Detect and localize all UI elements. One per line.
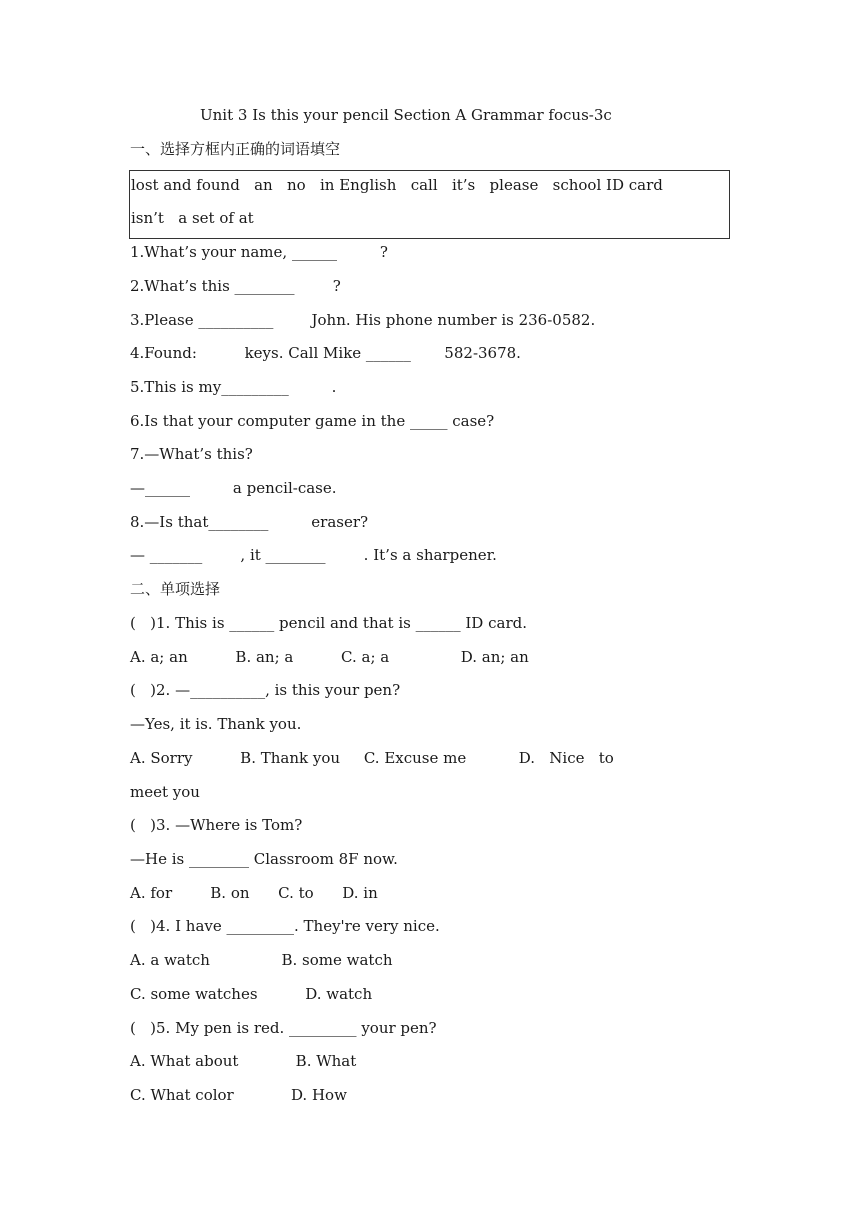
question-5: 5.This is my_________ . — [130, 378, 337, 396]
question-3: 3.Please __________ John. His phone number is 236-0582. — [130, 311, 596, 329]
question-7: 7.—What’s this? — [130, 445, 253, 463]
question-2: 2.What’s this ________ ? — [130, 277, 341, 295]
question-4: 4.Found: keys. Call Mike ______ 582-3678. — [130, 344, 521, 362]
question-8: 8.—Is that________ eraser? — [130, 513, 369, 531]
section1-heading: 一、选择方框内正确的词语填空 — [130, 140, 341, 158]
question-8-answer: — _______ , it ________ . It’s a sharpener. — [130, 546, 497, 564]
mc-question-3-line: —He is ________ Classroom 8F now. — [130, 850, 398, 868]
mc-question-1: ( )1. This is ______ pencil and that is ______ ID card. — [130, 614, 527, 632]
mc-question-2: ( )2. —__________, is this your pen? — [130, 681, 401, 699]
question-6: 6.Is that your computer game in the _____ case? — [130, 412, 495, 430]
mc-options-5a: A. What about B. What — [130, 1052, 357, 1070]
word-box-line: isn’t a set of at — [131, 209, 254, 227]
mc-options-1: A. a; an B. an; a C. a; a D. an; an — [130, 648, 529, 666]
mc-question-3: ( )3. —Where is Tom? — [130, 816, 303, 834]
word-box-line: lost and found an no in English call it’s please school ID card — [131, 176, 663, 194]
mc-question-2-line: —Yes, it is. Thank you. — [130, 715, 302, 733]
section2-heading: 二、单项选择 — [130, 580, 221, 598]
page-title: Unit 3 Is this your pencil Section A Grammar focus-3c — [200, 106, 612, 124]
mc-options-4a: A. a watch B. some watch — [130, 951, 393, 969]
question-7-answer: —______ a pencil-case. — [130, 479, 337, 497]
mc-options-2: A. Sorry B. Thank you C. Excuse me D. Nice to — [130, 749, 614, 767]
mc-options-3: A. for B. on C. to D. in — [130, 884, 378, 902]
mc-options-5b: C. What color D. How — [130, 1086, 347, 1104]
mc-question-4: ( )4. I have _________. They're very nice. — [130, 917, 440, 935]
mc-options-4b: C. some watches D. watch — [130, 985, 373, 1003]
question-1: 1.What’s your name, ______ ? — [130, 243, 388, 261]
mc-question-5: ( )5. My pen is red. _________ your pen? — [130, 1019, 437, 1037]
mc-options-2-cont: meet you — [130, 783, 200, 801]
word-box — [129, 170, 730, 239]
